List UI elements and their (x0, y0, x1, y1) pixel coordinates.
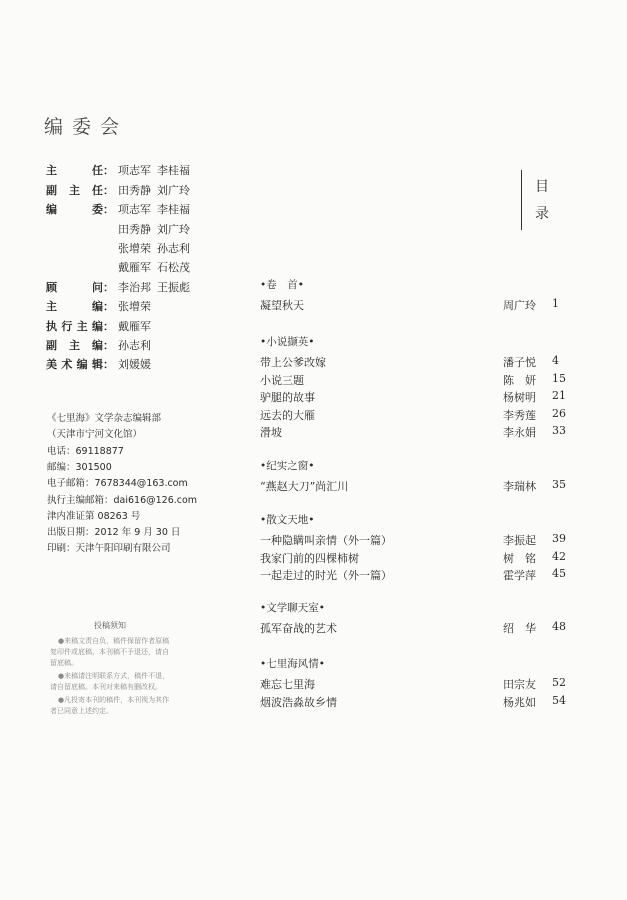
staff-colon: ： (103, 203, 114, 216)
staff-colon: ： (103, 184, 114, 197)
staff-name: 李治邦 (118, 281, 151, 294)
staff-colon: ： (103, 320, 114, 333)
staff-name: 刘广玲 (157, 184, 190, 197)
toc-entry-author: 李瑞林 (503, 480, 536, 493)
toc-entry-page: 33 (552, 424, 566, 437)
notice-title: 投稿须知 (94, 621, 126, 630)
staff-role: 顾 问 (46, 281, 103, 294)
staff-names (114, 182, 196, 198)
toc-entry-author: 绍 华 (503, 622, 536, 635)
toc-entry-page: 52 (552, 676, 566, 689)
toc-entry-title: 一起走过的时光（外一篇） (260, 569, 392, 582)
staff-name: 刘媛媛 (118, 358, 151, 371)
toc-entry-page: 35 (552, 478, 566, 491)
toc-section-title: •小说撷英• (260, 336, 315, 348)
staff-colon: ： (103, 164, 114, 177)
toc-entry-author: 杨兆如 (503, 695, 536, 709)
toc-heading-char: 录 (535, 206, 549, 222)
toc-entry-page: 26 (552, 406, 566, 420)
toc-entry[interactable] (260, 407, 590, 423)
staff-name: 项志军 (118, 164, 151, 177)
toc-entry-title: 滑坡 (260, 426, 282, 439)
staff-name: 李桂福 (157, 164, 190, 177)
staff-name: 田秀静 (118, 184, 151, 197)
staff-name: 戴雁军 (118, 320, 151, 333)
toc-heading (521, 170, 562, 230)
staff-row (46, 318, 157, 337)
staff-name: 田秀静 (118, 223, 151, 236)
contact-line: 《七里海》文学杂志编辑部 (47, 413, 162, 424)
contact-line: 执行主编邮箱：dai616@126.com (47, 494, 198, 506)
staff-colon: ： (103, 339, 114, 352)
toc-entry-author: 陈 妍 (503, 373, 536, 387)
staff-row (46, 201, 196, 220)
toc-entry-page: 15 (552, 371, 566, 385)
toc-section-title: •卷 首• (260, 279, 304, 291)
staff-name: 刘广玲 (157, 223, 190, 236)
staff-name: 石松茂 (157, 261, 190, 274)
toc-entry-author: 霍学萍 (503, 569, 536, 582)
toc-entry[interactable] (260, 567, 590, 583)
toc-entry-title: 带上公爹改嫁 (260, 356, 326, 369)
notice-paragraph: ●凡投寄本刊的稿件，本刊视为其作者已同意上述约定。 (50, 696, 170, 715)
staff-names (114, 318, 157, 334)
staff-names (114, 298, 157, 314)
staff-names (114, 279, 196, 295)
toc-entry[interactable] (260, 550, 590, 566)
staff-name: 项志军 (118, 203, 151, 216)
toc-entry-page: 1 (552, 297, 559, 310)
contact-line: 电子邮箱：7678344@163.com (47, 478, 188, 490)
staff-role: 编 委 (46, 203, 103, 216)
editorial-board-title: 编委会 (44, 116, 129, 138)
staff-role: 美术编辑 (46, 358, 103, 371)
staff-name: 王振彪 (157, 281, 190, 294)
staff-row (46, 298, 157, 317)
contact-line: 津内准证第 08263 号 (47, 510, 141, 522)
toc-entry[interactable] (260, 372, 590, 388)
staff-colon (103, 261, 114, 274)
toc-section-title: •纪实之窗• (260, 460, 315, 472)
toc-entry[interactable] (260, 354, 590, 370)
toc-entry-page: 39 (552, 532, 566, 545)
contact-line: 印刷：天津午阳印刷有限公司 (47, 543, 171, 555)
toc-section-title: •七里海风情• (260, 658, 325, 670)
staff-name: 孙志利 (157, 242, 190, 255)
toc-entry-page: 4 (552, 354, 559, 367)
toc-entry-title: 驴腿的故事 (260, 391, 315, 404)
staff-name: 李桂福 (157, 203, 190, 216)
staff-names (114, 201, 196, 217)
staff-role: 副 主 编 (46, 339, 103, 352)
contact-line: 出版日期：2012 年 9 月 30 日 (47, 527, 181, 539)
contact-line: （天津市宁河文化馆） (47, 429, 143, 441)
staff-role: 执行主编 (46, 320, 103, 333)
toc-entry-title: 孤军奋战的艺术 (260, 622, 337, 635)
toc-entry-title: 凝望秋天 (260, 299, 304, 312)
notice-paragraph: ●来稿请注明联系方式，稿件不退，请自留底稿。本刊对来稿有删改权。 (50, 672, 170, 691)
toc-entry-page: 21 (552, 389, 566, 402)
staff-name: 张增荣 (118, 242, 151, 255)
toc-entry-page: 54 (552, 693, 566, 707)
toc-section-title: •散文天地• (260, 514, 315, 526)
staff-role: 主 编 (46, 300, 103, 313)
staff-row (46, 279, 196, 298)
staff-row (46, 221, 196, 240)
staff-row (46, 259, 196, 278)
toc-entry-page: 42 (552, 549, 566, 563)
staff-row (46, 240, 196, 259)
toc-entry-author: 树 铭 (503, 551, 536, 565)
toc-entry[interactable] (260, 620, 590, 636)
staff-names (114, 337, 157, 353)
staff-colon (103, 242, 114, 255)
staff-role: 副 主 任 (46, 184, 103, 197)
staff-name: 戴雁军 (118, 261, 151, 274)
toc-entry[interactable] (260, 694, 590, 710)
toc-entry[interactable] (260, 676, 590, 692)
toc-entry-title: 我家门前的四棵柿树 (260, 551, 359, 565)
toc-entry-author: 杨树明 (503, 391, 536, 404)
staff-name: 孙志利 (118, 339, 151, 352)
contact-line: 邮编：301500 (47, 461, 112, 473)
staff-row (46, 337, 157, 356)
staff-names (114, 162, 196, 178)
staff-role: 主 任 (46, 164, 103, 177)
staff-names (114, 221, 196, 237)
toc-heading-char: 目 (535, 179, 549, 195)
submission-notice (50, 620, 170, 719)
toc-entry-title: 小说三题 (260, 373, 304, 387)
staff-names (114, 240, 196, 256)
toc-entry[interactable] (260, 297, 590, 313)
staff-row (46, 182, 196, 201)
contact-line: 电话：69118877 (47, 445, 124, 457)
toc-entry-author: 李振起 (503, 534, 536, 547)
toc-entry-title: 烟波浩淼故乡情 (260, 695, 337, 709)
toc-entry[interactable] (260, 532, 590, 548)
staff-names (114, 259, 196, 275)
toc-entry[interactable] (260, 424, 590, 440)
toc-entry[interactable] (260, 389, 590, 405)
toc-entry-title: “燕赵大刀”尚汇川 (260, 480, 349, 493)
staff-row (46, 162, 196, 181)
toc-entry-page: 48 (552, 620, 566, 633)
staff-names (114, 356, 157, 372)
staff-colon: ： (103, 358, 114, 371)
toc-entry-page: 45 (552, 567, 566, 580)
toc-section-title: •文学聊天室• (260, 602, 325, 614)
toc-entry[interactable] (260, 478, 590, 494)
toc-entry-author: 潘子悦 (503, 356, 536, 369)
toc-entry-title: 一种隐瞒叫亲情（外一篇） (260, 534, 392, 547)
staff-colon (103, 223, 114, 236)
staff-colon: ： (103, 300, 114, 313)
staff-name: 张增荣 (118, 300, 151, 313)
notice-paragraph: ●来稿文责自负，稿件保留作者原稿复印件或底稿，本刊稿不予退还，请自留底稿。 (50, 637, 170, 667)
toc-entry-author: 周广玲 (503, 299, 536, 312)
toc-entry-title: 难忘七里海 (260, 678, 315, 691)
staff-colon: ： (103, 281, 114, 294)
staff-row (46, 356, 157, 375)
toc-entry-author: 李永娟 (503, 426, 536, 439)
toc-entry-author: 田宗友 (503, 678, 536, 691)
toc-entry-title: 远去的大雁 (260, 408, 315, 422)
toc-entry-author: 李秀莲 (503, 408, 536, 422)
